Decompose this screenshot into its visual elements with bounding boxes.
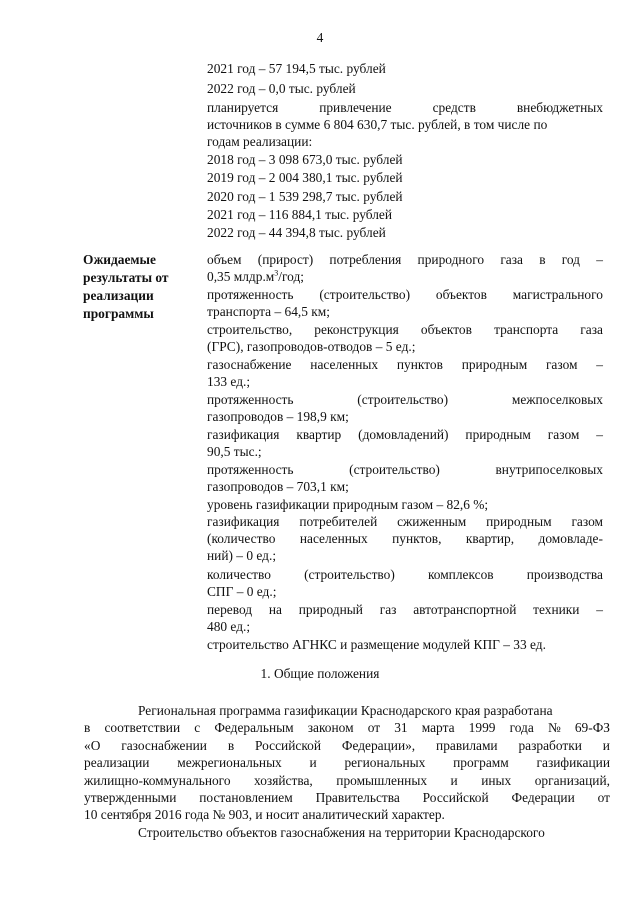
word: магистрального [512,287,603,302]
word: региональных [344,755,426,770]
extra-funding-intro: годам реализации: [207,134,313,149]
word: Правительства [315,790,400,805]
financing-line: 2021 год – 116 884,1 тыс. рублей [207,207,393,222]
financing-line: 2021 год – 57 194,5 тыс. рублей [207,61,386,76]
extra-funding-intro: источников в сумме 6 804 630,7 тыс. рублей, в том числе по [207,117,548,132]
word: (строительство) [319,287,411,302]
word: № [547,720,561,735]
word: средств [432,100,476,115]
word: квартир, [465,531,515,546]
word: количество [207,567,271,582]
word: (домовладений) [358,427,449,442]
word: Российской [255,738,322,753]
word: газом [547,427,580,442]
result-item: (ГРС), газопроводов-отводов – 5 ед.; [207,339,416,354]
word: техники [533,602,580,617]
word: Российской [422,790,489,805]
word: утвержденными [84,790,177,805]
result-item: транспорта – 64,5 км; [207,304,330,319]
word: перевод [207,602,253,617]
word: природный [298,602,363,617]
word: привлечение [319,100,392,115]
word: объем [207,252,242,267]
result-item [207,356,603,373]
paragraph-line: Строительство объектов газоснабжения на территории Краснодарского [138,825,545,840]
word: потребления [329,252,402,267]
word: автотранспортной [413,602,517,617]
result-item [207,391,603,408]
word: строительство, [207,322,293,337]
section-heading: 1. Общие положения [260,666,380,681]
result-item [207,321,603,338]
financing-line: 2019 год – 2 004 380,1 тыс. рублей [207,170,403,185]
word: хозяйства, [254,773,313,788]
word: межрегиональных [177,755,282,770]
word: и [602,738,610,753]
word: природного [417,252,485,267]
extra-funding-intro [207,99,603,116]
word: природным [465,427,531,442]
word: правилами [436,738,498,753]
word: – [596,602,603,617]
result-item [207,461,603,478]
result-item: строительство АГНКС и размещение модулей КПГ – 33 ед. [207,637,546,652]
word: потребителей [299,514,378,529]
word: и [309,755,317,770]
word: в [539,252,546,267]
financing-line: 2022 год – 0,0 тыс. рублей [207,81,356,96]
word: (прирост) [257,252,314,267]
result-item [207,601,603,618]
word: промышленных [336,773,428,788]
word: марта [421,720,455,735]
results-label-line: Ожидаемые [83,252,156,267]
word: протяженность [207,287,294,302]
word: на [268,602,282,617]
result-item [207,286,603,303]
word: года [509,720,534,735]
word: иных [481,773,512,788]
word: Федерации», [341,738,416,753]
results-label-line: результаты от [83,270,169,285]
word: от [367,720,381,735]
word: планируется [207,100,279,115]
word: газификация [207,514,280,529]
word: комплексов [427,567,494,582]
word: населенных [299,531,368,546]
word: внебюджетных [516,100,603,115]
word: газификация [207,427,280,442]
word: год [561,252,580,267]
word: и [450,773,458,788]
word: «О [84,738,101,753]
word: от [597,790,610,805]
financing-line: 2022 год – 44 394,8 тыс. рублей [207,225,386,240]
word: протяженность [207,462,294,477]
word: объектов [420,322,472,337]
word: соответствии [104,720,181,735]
word: газоснабжении [121,738,207,753]
word: газоснабжение [207,357,292,372]
result-item: 133 ед.; [207,374,251,389]
paragraph-line [84,719,610,736]
word: (количество [207,531,276,546]
word: жилищно-коммунального [84,773,231,788]
word: – [596,427,603,442]
word: Федерации [511,790,575,805]
word: 31 [394,720,408,735]
result-item: уровень газификации природным газом – 82,6 %; [207,497,489,512]
word: межпоселковых [511,392,603,407]
result-superscript: 3 [274,268,279,278]
word: квартир [296,427,342,442]
result-text: 0,35 млдр.м [207,269,275,284]
word: в [84,720,91,735]
word: Федеральным [214,720,294,735]
result-item: газопроводов – 703,1 км; [207,479,349,494]
word: сжиженным [397,514,467,529]
results-label-line: программы [83,306,154,321]
paragraph-line [84,789,610,806]
word: программ [453,755,509,770]
word: в [227,738,235,753]
word: газа [500,252,523,267]
word: природным [461,357,528,372]
result-item: 480 ед.; [207,619,251,634]
word: транспорта [494,322,559,337]
result-item [207,426,603,443]
paragraph-line: 10 сентября 2016 года № 903, и носит аналитический характер. [84,807,445,822]
page-number: 4 [316,30,324,45]
financing-line: 2020 год – 1 539 298,7 тыс. рублей [207,189,403,204]
result-item [207,268,304,285]
result-item [207,566,603,583]
word: – [596,252,603,267]
word: газ [379,602,397,617]
word: газификации [536,755,610,770]
word: пунктов [396,357,443,372]
paragraph-line [84,772,610,789]
paragraph-line: Региональная программа газификации Краснодарского края разработана [138,703,553,718]
word: – [596,357,603,372]
result-item [207,513,603,530]
word: 69-ФЗ [574,720,610,735]
word: постановлением [199,790,293,805]
word: производства [526,567,603,582]
result-item: СПГ – 0 ед.; [207,584,277,599]
word: протяженность [207,392,294,407]
results-label-line: реализации [83,288,154,303]
word: законом [307,720,354,735]
word: населенных [310,357,379,372]
word: (строительство) [357,392,449,407]
result-text: /год; [278,269,305,284]
word: газом [571,514,603,529]
word: домовладе- [538,531,603,546]
word: реконструкция [314,322,399,337]
word: реализации [84,755,150,770]
word: (строительство) [304,567,395,582]
word: (строительство) [349,462,440,477]
word: разработки [518,738,582,753]
word: 1999 [468,720,496,735]
word: с [194,720,201,735]
word: объектов [435,287,487,302]
financing-line: 2018 год – 3 098 673,0 тыс. рублей [207,152,403,167]
result-item: газопроводов – 198,9 км; [207,409,349,424]
result-item: 90,5 тыс.; [207,444,262,459]
paragraph-line [84,754,610,771]
word: газом [545,357,578,372]
result-item [207,251,603,268]
word: внутрипоселковых [495,462,603,477]
word: природным [486,514,552,529]
word: организаций, [534,773,610,788]
word: газа [580,322,603,337]
result-item: ний) – 0 ед.; [207,548,277,563]
word: пунктов, [392,531,442,546]
paragraph-line [84,737,610,754]
results-label [83,251,198,323]
result-item [207,530,603,547]
